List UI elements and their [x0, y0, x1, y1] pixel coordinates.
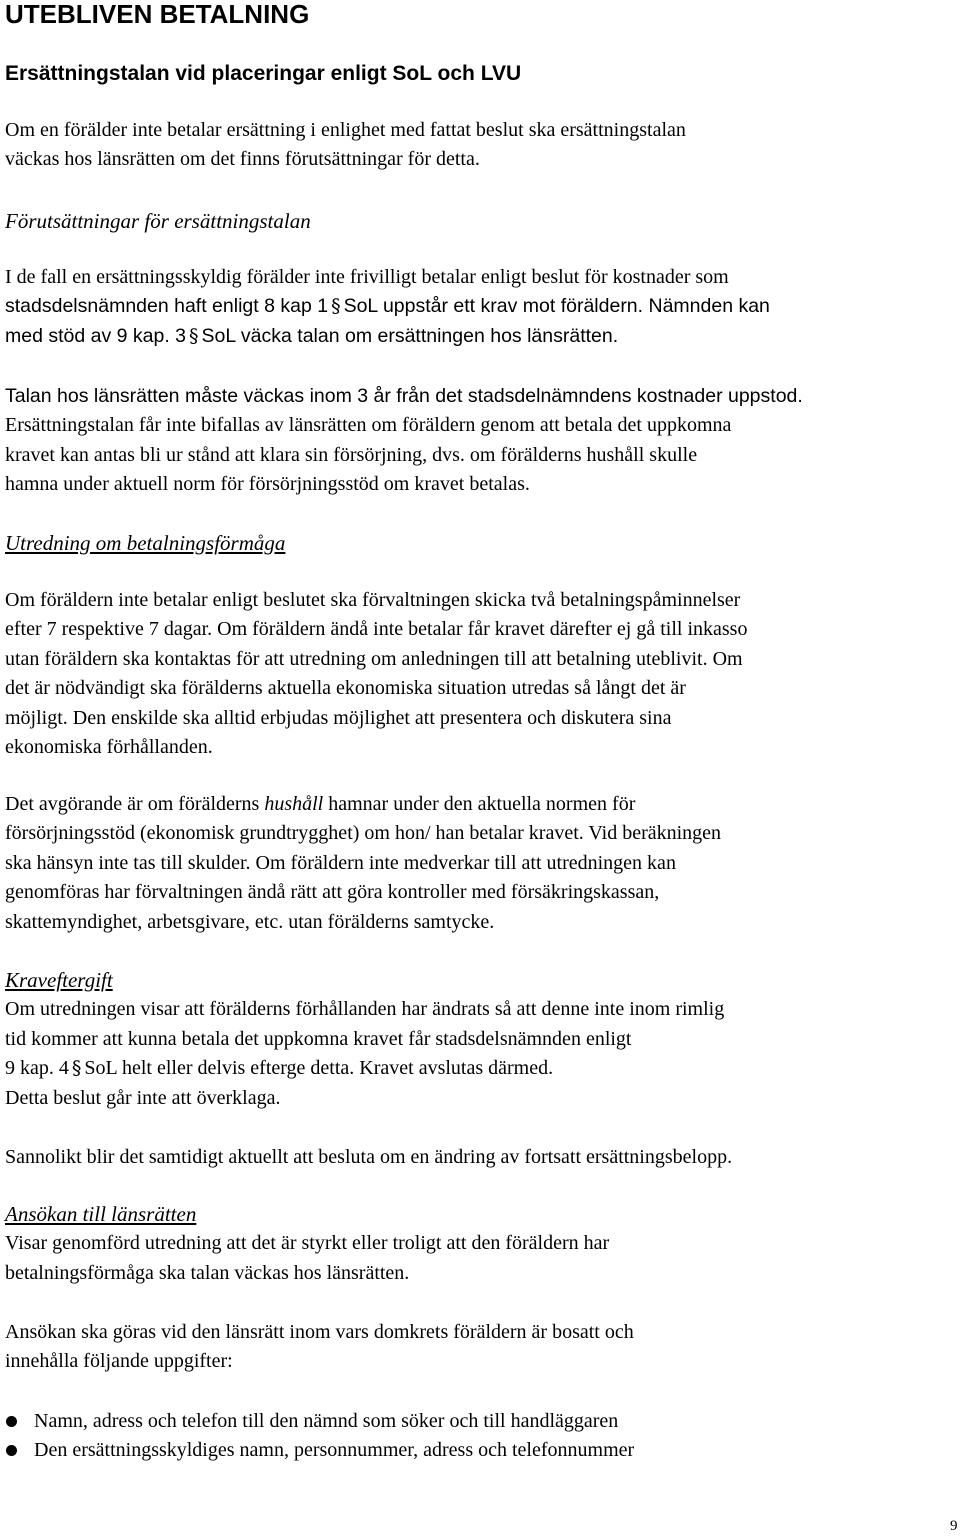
list-item-text: Namn, adress och telefon till den nämnd som söker och till handläggaren	[34, 1410, 619, 1432]
section-sign: §	[189, 324, 199, 347]
text-segment: SoL väcka talan om ersättningen hos länsrätten.	[201, 324, 619, 347]
bullet-icon	[6, 1445, 17, 1456]
text-line: skattemyndighet, arbetsgivare, etc. utan förälderns samtycke.	[5, 910, 495, 933]
text-line: Talan hos länsrätten måste väckas inom 3 år från det stadsdelnämndens kostnader uppstod.	[5, 385, 803, 407]
text-line: Ersättningstalan får inte bifallas av länsrätten om föräldern genom att betala det uppkomna	[5, 414, 732, 437]
text-line	[5, 790, 945, 819]
text-line: Om föräldern inte betalar enligt beslutet ska förvaltningen skicka två betalningspåminnelser	[5, 589, 741, 611]
requirements-list	[5, 1407, 945, 1466]
ansokan-paragraph-1	[5, 1200, 945, 1288]
utredning-paragraph-1	[5, 586, 945, 762]
text-line: ska hänsyn inte tas till skulder. Om föräldern inte medverkar till att utredningen kan	[5, 851, 676, 874]
section-heading-ansokan: Ansökan till länsrätten	[5, 1202, 197, 1226]
text-line: Detta beslut går inte att överklaga.	[5, 1086, 281, 1109]
ansokan-paragraph-2	[5, 1318, 945, 1377]
list-item-text: Den ersättningsskyldiges namn, personnummer, adress och telefonnummer	[34, 1439, 635, 1462]
emphasis-hushall: hushåll	[264, 793, 324, 815]
text-line: väckas hos länsrätten om det finns förutsättningar för detta.	[5, 148, 480, 171]
list-item	[5, 1436, 945, 1465]
text-line: innehålla följande uppgifter:	[5, 1350, 233, 1373]
forutsattningar-paragraph-2	[5, 382, 945, 500]
text-segment: hamnar under den aktuella normen för	[323, 793, 636, 815]
text-line: Om en förälder inte betalar ersättning i enlighet med fattat beslut ska ersättningstalan	[5, 119, 686, 141]
text-line: ekonomiska förhållanden.	[5, 736, 213, 759]
text-segment: med stöd av 9 kap. 3	[5, 324, 187, 347]
kraveftergift-paragraph-1	[5, 966, 945, 1113]
text-line: Ansökan ska göras vid den länsrätt inom vars domkrets föräldern är bosatt och	[5, 1321, 634, 1343]
text-segment: 9 kap. 4	[5, 1057, 69, 1080]
text-line: I de fall en ersättningsskyldig förälder inte frivilligt betalar enligt beslut för kostnader som	[5, 266, 729, 288]
text-line: efter 7 respektive 7 dagar. Om föräldern ändå inte betalar får kravet därefter ej gå till inkasso	[5, 618, 748, 641]
text-segment: stadsdelsnämnden haft enligt 8 kap 1	[5, 295, 329, 318]
text-line: Sannolikt blir det samtidigt aktuellt att besluta om en ändring av fortsatt ersättningsbelopp.	[5, 1146, 733, 1168]
text-line: Visar genomförd utredning att det är styrkt eller troligt att den föräldern har	[5, 1232, 610, 1255]
list-item	[5, 1407, 945, 1436]
text-line: möjligt. Den enskilde ska alltid erbjudas möjlighet att presentera och diskutera sina	[5, 706, 672, 729]
section-heading-kraveftergift: Kraveftergift	[5, 968, 113, 992]
document-title: UTEBLIVEN BETALNING	[5, 0, 310, 29]
text-line: genomföras har förvaltningen ändå rätt att göra kontroller med försäkringskassan,	[5, 881, 660, 904]
text-line: kravet kan antas bli ur stånd att klara sin försörjning, dvs. om förälderns hushåll skulle	[5, 443, 698, 466]
text-line: det är nödvändigt ska förälderns aktuella ekonomiska situation utredas så långt det är	[5, 677, 686, 700]
bullet-icon	[6, 1416, 17, 1427]
page-number: 9	[950, 1518, 958, 1534]
intro-paragraph	[5, 116, 945, 175]
text-segment: Det avgörande är om förälderns	[5, 793, 265, 815]
section-sign: §	[331, 295, 341, 318]
text-line	[5, 292, 945, 321]
text-segment: SoL uppstår ett krav mot föräldern. Nämnden kan	[343, 295, 770, 318]
text-line	[5, 322, 945, 351]
text-segment: SoL helt eller delvis efterge detta. Kravet avslutas därmed.	[84, 1057, 554, 1080]
text-line	[5, 1054, 945, 1083]
text-line: hamna under aktuell norm för försörjningsstöd om kravet betalas.	[5, 473, 530, 496]
text-line: försörjningsstöd (ekonomisk grundtrygghet) om hon/ han betalar kravet. Vid beräkningen	[5, 822, 722, 845]
text-line: utan föräldern ska kontaktas för att utredning om anledningen till att betalning uteblivit. Om	[5, 647, 743, 670]
section-sign: §	[71, 1057, 82, 1080]
section-heading-utredning: Utredning om betalningsförmåga	[5, 531, 286, 555]
forutsattningar-paragraph-1	[5, 263, 945, 351]
text-line: Om utredningen visar att förälderns förhållanden har ändrats så att denne inte inom rimlig	[5, 998, 725, 1021]
kraveftergift-paragraph-2	[5, 1143, 945, 1172]
section-heading-forutsattningar: Förutsättningar för ersättningstalan	[5, 209, 311, 233]
text-line: betalningsförmåga ska talan väckas hos länsrätten.	[5, 1261, 410, 1284]
utredning-paragraph-2	[5, 790, 945, 937]
text-line: tid kommer att kunna betala det uppkomna kravet får stadsdelsnämnden enligt	[5, 1027, 632, 1050]
document-subtitle: Ersättningstalan vid placeringar enligt SoL och LVU	[5, 62, 522, 85]
